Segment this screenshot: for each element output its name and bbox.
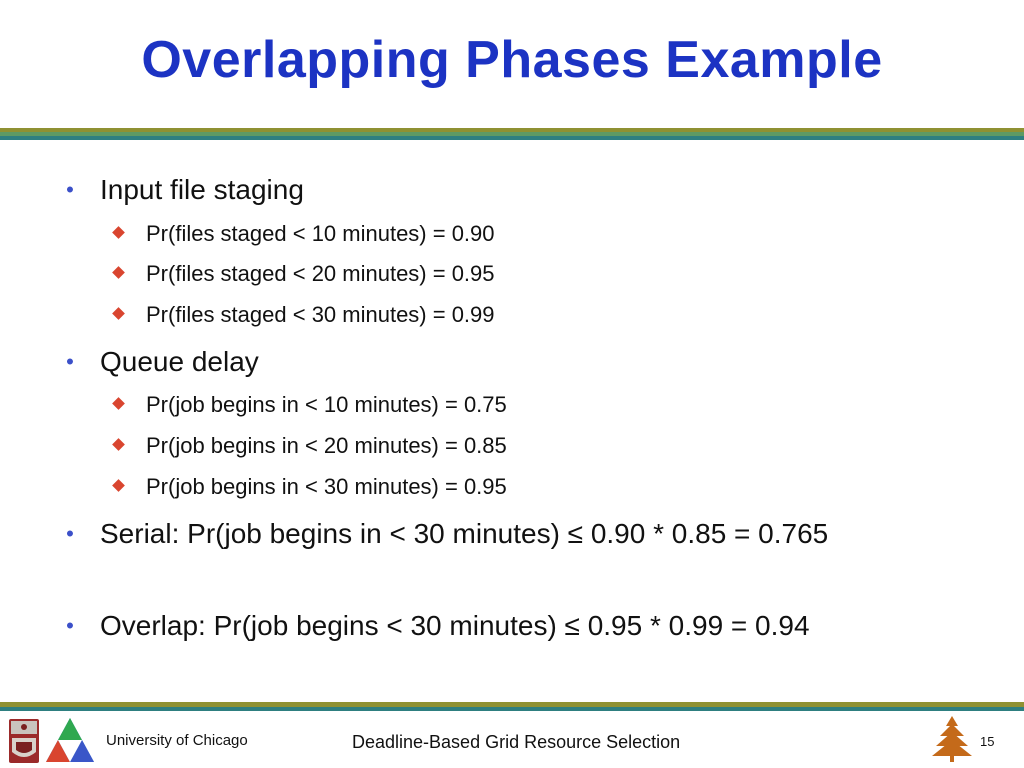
sub-bullet-text: Pr(job begins in < 20 minutes) = 0.85 xyxy=(146,433,507,458)
footer-presentation-title: Deadline-Based Grid Resource Selection xyxy=(352,732,681,752)
bullet-dot: • xyxy=(66,521,74,546)
bullet-serial xyxy=(66,514,920,554)
bullet-text: Input file staging xyxy=(100,174,304,205)
diamond-icon xyxy=(112,479,125,492)
sub-bullet xyxy=(146,390,906,420)
university-seal-icon xyxy=(8,718,40,764)
sub-bullet-text: Pr(files staged < 30 minutes) = 0.99 xyxy=(146,302,495,327)
slide-title: Overlapping Phases Example xyxy=(141,31,883,89)
bullet-text: Queue delay xyxy=(100,346,259,377)
bullet-overlap xyxy=(66,606,920,646)
sub-bullet xyxy=(146,300,906,330)
diamond-icon xyxy=(112,397,125,410)
bullet-text: Serial: Pr(job begins in < 30 minutes) ≤ 0.90 * 0.85 = 0.765 xyxy=(100,518,829,549)
sub-bullet xyxy=(146,472,906,502)
tree-logo-icon xyxy=(932,716,972,764)
bullet-dot: • xyxy=(66,613,74,638)
bullet-queue-delay xyxy=(66,342,920,382)
globus-triangle-icon xyxy=(44,716,96,764)
footer-institution: University of Chicago xyxy=(106,732,248,749)
bullet-dot: • xyxy=(66,349,74,374)
bullet-input-file-staging xyxy=(66,170,920,210)
diamond-icon xyxy=(112,266,125,279)
footer-divider xyxy=(0,702,1024,711)
sub-bullet xyxy=(146,431,906,461)
diamond-icon xyxy=(112,307,125,320)
sub-bullet-text: Pr(files staged < 20 minutes) = 0.95 xyxy=(146,261,495,286)
sub-bullet-text: Pr(files staged < 10 minutes) = 0.90 xyxy=(146,221,495,246)
diamond-icon xyxy=(112,226,125,239)
sub-bullet xyxy=(146,259,906,289)
sub-bullet xyxy=(146,219,906,249)
footer-page-number: 15 xyxy=(980,734,995,749)
bullet-text: Overlap: Pr(job begins < 30 minutes) ≤ 0.95 * 0.99 = 0.94 xyxy=(100,610,810,641)
sub-bullet-text: Pr(job begins in < 30 minutes) = 0.95 xyxy=(146,474,507,499)
bullet-dot: • xyxy=(66,177,74,202)
sub-bullet-text: Pr(job begins in < 10 minutes) = 0.75 xyxy=(146,392,507,417)
diamond-icon xyxy=(112,438,125,451)
